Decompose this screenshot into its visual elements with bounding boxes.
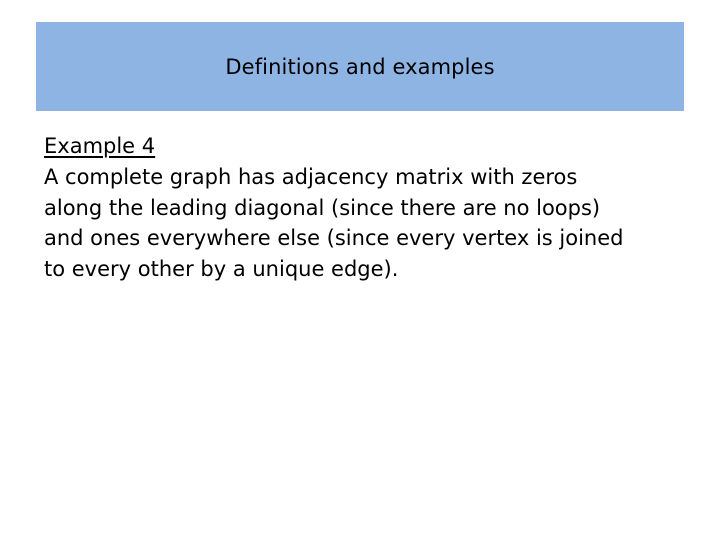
slide-title: Definitions and examples xyxy=(225,54,495,79)
body-line-4: to every other by a unique edge). xyxy=(44,256,399,281)
slide-content xyxy=(44,131,674,284)
example-heading: Example 4 xyxy=(44,134,156,158)
body-line-1: A complete graph has adjacency matrix with zeros xyxy=(44,165,578,189)
body-line-3: and ones everywhere else (since every vertex is joined xyxy=(44,226,624,250)
body-line-2: along the leading diagonal (since there are no loops) xyxy=(44,195,601,220)
title-banner xyxy=(36,22,684,111)
